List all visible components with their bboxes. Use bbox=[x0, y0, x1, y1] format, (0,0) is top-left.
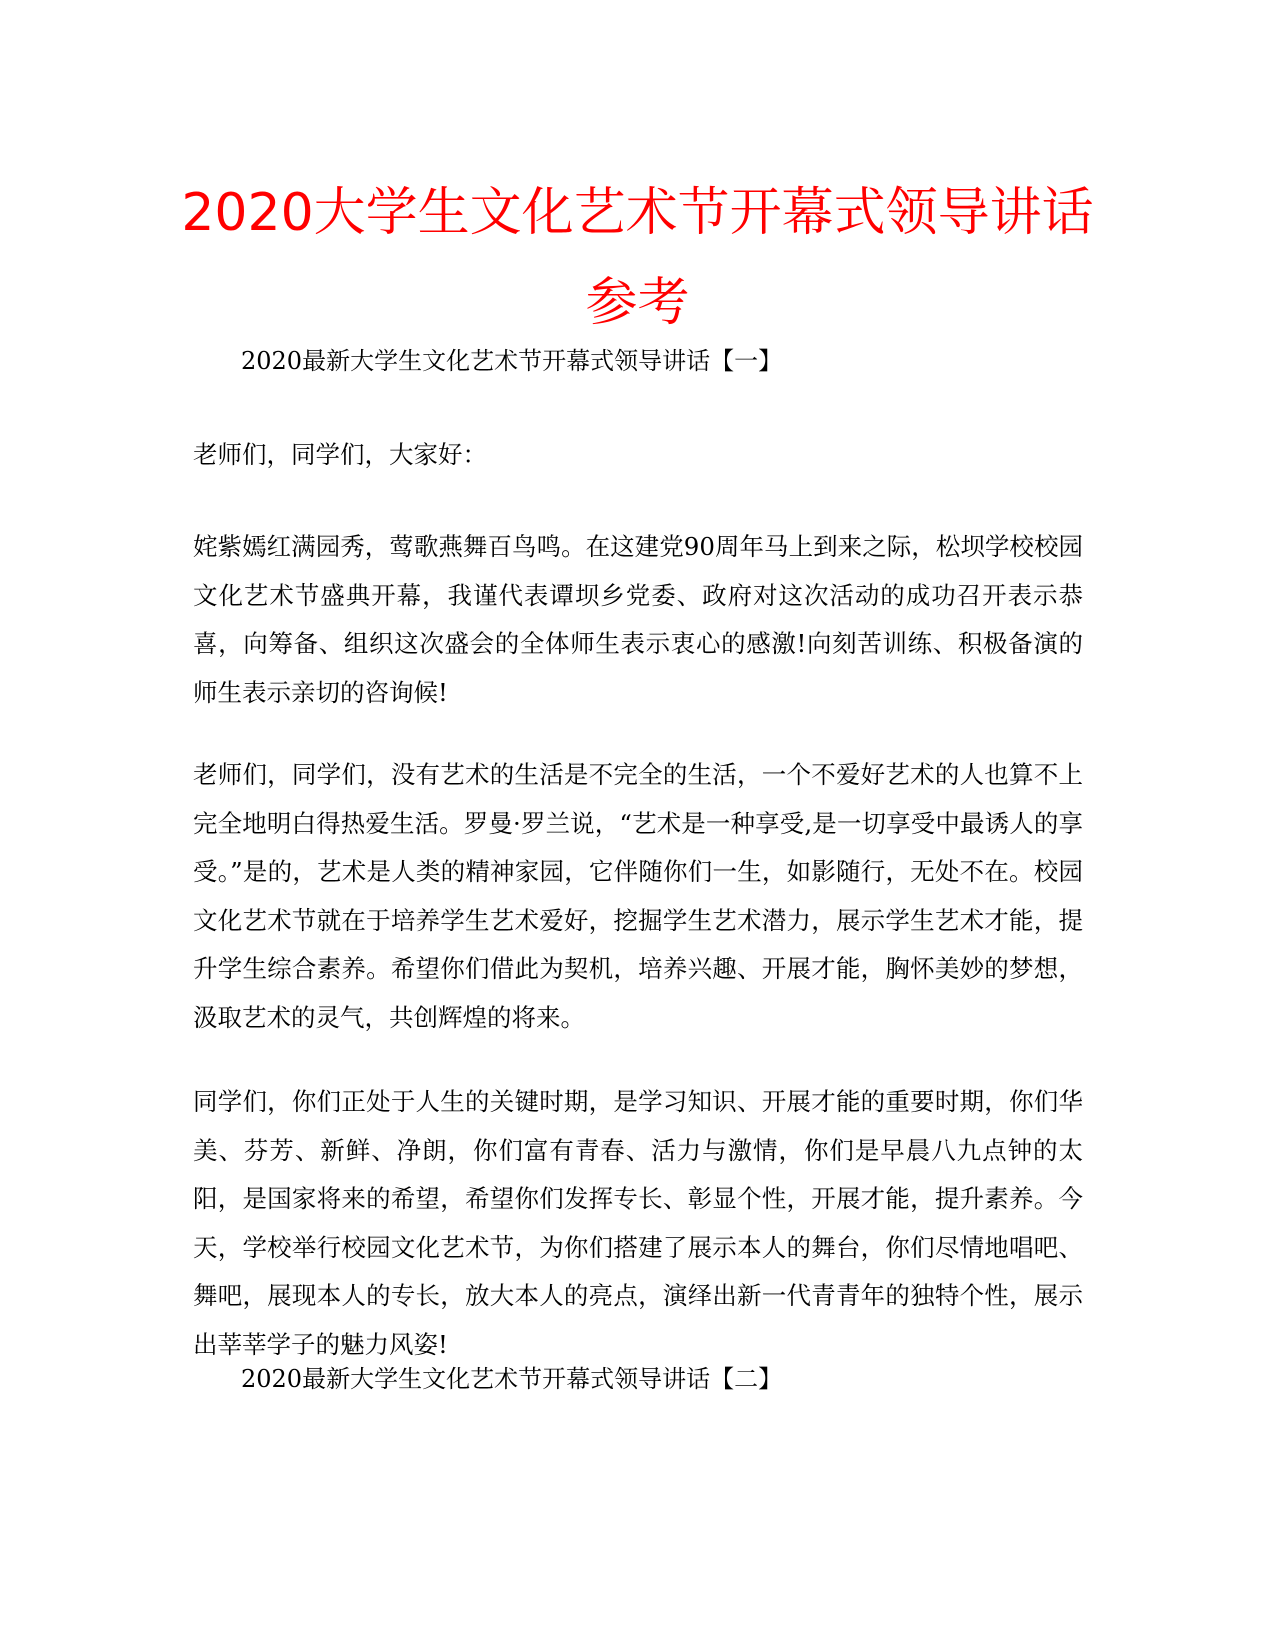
greeting-text: 老师们，同学们，大家好： bbox=[193, 440, 487, 469]
body-paragraph-1: 姹紫嫣红满园秀，莺歌燕舞百鸟鸣。在这建党90周年马上到来之际，松坝学校校园文化艺术节盛典开幕，我谨代表谭坝乡党委、政府对这次活动的成功召开表示恭喜，向筹备、组织这次盛会的全体师生表示衷心的感激!向刻苦训练、积极备演的师生表示亲切的咨询候! bbox=[193, 532, 1083, 707]
body-paragraph-3: 同学们，你们正处于人生的关键时期，是学习知识、开展才能的重要时期，你们华美、芬芳、新鲜、净朗，你们富有青春、活力与激情，你们是早晨八九点钟的太阳，是国家将来的希望，希望你们发挥专长、彰显个性，开展才能，提升素养。今天，学校举行校园文化艺术节，为你们搭建了展示本人的舞台，你们尽情地唱吧、舞吧，展现本人的专长，放大本人的亮点，演绎出新一代青青年的独特个性，展示出莘莘学子的魅力风姿! bbox=[193, 1087, 1083, 1359]
section-heading-one: 2020最新大学生文化艺术节开幕式领导讲话【一】 bbox=[241, 347, 783, 375]
section-heading-two: 2020最新大学生文化艺术节开幕式领导讲话【二】 bbox=[241, 1365, 783, 1393]
body-paragraph-2: 老师们，同学们，没有艺术的生活是不完全的生活，一个不爱好艺术的人也算不上完全地明白得热爱生活。罗曼·罗兰说，“艺术是一种享受,是一切享受中最诱人的享受。”是的，艺术是人类的精神家园，它伴随你们一生，如影随行，无处不在。校园文化艺术节就在于培养学生艺术爱好，挖掘学生艺术潜力，展示学生艺术才能，提升学生综合素养。希望你们借此为契机，培养兴趣、开展才能，胸怀美妙的梦想，汲取艺术的灵气，共创辉煌的将来。 bbox=[193, 760, 1083, 1032]
document-title: 2020大学生文化艺术节开幕式领导讲话参考 bbox=[181, 183, 1094, 333]
